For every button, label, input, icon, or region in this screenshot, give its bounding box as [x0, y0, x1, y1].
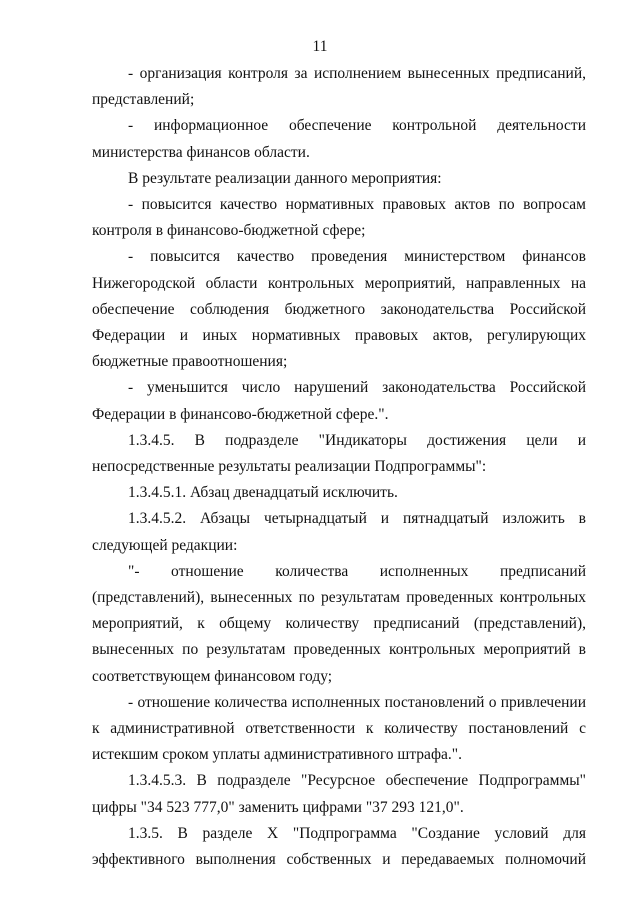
paragraph: В результате реализации данного мероприятия: [128, 169, 442, 187]
paragraph: - организация контроля за исполнением вынесенных предписаний, представлений; [92, 65, 586, 109]
paragraph: "- отношение количества исполненных предписаний (представлений), вынесенных по результатам проведенных контрольных мероприятий, к общему количеству предписаний (представлений), вынесенных по результатам проведенных контрольных мероприятий в соответствующем финансовом году; [92, 562, 586, 685]
paragraph: 1.3.4.5.2. Абзацы четырнадцатый и пятнадцатый изложить в следующей редакции: [92, 510, 586, 554]
paragraph: 1.3.4.5.1. Абзац двенадцатый исключить. [128, 484, 398, 502]
page-number: 11 [312, 38, 328, 55]
paragraph: - отношение количества исполненных постановлений о привлечении к административной ответственности к количеству постановлений с истекшим сроком уплаты административного штрафа.". [92, 693, 586, 764]
document-body [92, 61, 586, 873]
paragraph: - уменьшится число нарушений законодательства Российской Федерации в финансово-бюджетной сфере.". [92, 379, 586, 423]
paragraph: - повысится качество нормативных правовых актов по вопросам контроля в финансово-бюджетной сфере; [92, 196, 586, 240]
paragraph: - повысится качество проведения министерством финансов Нижегородской области контрольных мероприятий, направленных на обеспечение соблюдения бюджетного законодательства Российской Федерации и иных нормативных правовых актов, регулирующих бюджетные правоотношения; [92, 248, 586, 371]
paragraph: - информационное обеспечение контрольной деятельности министерства финансов области. [92, 117, 586, 161]
paragraph: 1.3.5. В разделе X "Подпрограмма "Создание условий для эффективного выполнения собственных и передаваемых полномочий [92, 824, 586, 869]
paragraph: 1.3.4.5.3. В подразделе "Ресурсное обеспечение Подпрограммы" цифры "34 523 777,0" заменить цифрами "37 293 121,0". [92, 772, 586, 816]
paragraph: 1.3.4.5. В подразделе "Индикаторы достижения цели и непосредственные результаты реализации Подпрограммы": [92, 431, 586, 476]
